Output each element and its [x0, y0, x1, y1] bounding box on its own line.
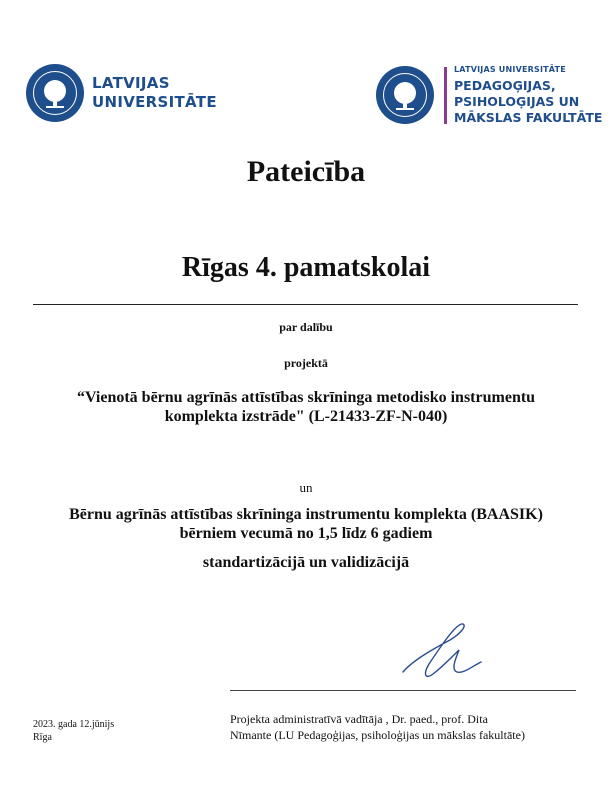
faculty-name-line2: PSIHOLOĢIJAS UN: [454, 94, 580, 109]
date-place: [33, 718, 114, 744]
issue-date: 2023. gada 12.jūnijs: [33, 719, 115, 730]
latvijas-universitate-logo: [26, 64, 226, 124]
faculty-name: [454, 78, 602, 126]
logo-text-line2: UNIVERSITĀTE: [92, 93, 217, 111]
participation-text: par dalību: [279, 320, 333, 334]
project-title-line2: komplekta izstrāde" (L-21433-ZF-N-040): [164, 408, 448, 425]
second-project-line3: standartizācijā un validizācijā: [202, 554, 410, 571]
logo-text-line1: LATVIJAS: [92, 74, 170, 92]
second-project: [0, 505, 612, 572]
university-seal-icon: [26, 64, 84, 122]
signer-info: [230, 711, 590, 743]
faculty-name-line3: MĀKSLAS FAKULTĀTE: [454, 110, 603, 125]
second-project-line2: bērniem vecumā no 1,5 līdz 6 gadiem: [179, 525, 433, 542]
faculty-accent-bar: [444, 67, 447, 124]
conjunction-text: un: [299, 480, 313, 495]
faculty-university-name: LATVIJAS UNIVERSITĀTE: [454, 65, 566, 74]
recipient-name: Rīgas 4. pamatskolai: [181, 252, 431, 283]
signer-line1: Projekta administratīvā vadītāja , Dr. paed., prof. Dita: [230, 712, 488, 726]
signature-line: [230, 690, 576, 691]
project-title: [0, 388, 612, 426]
faculty-name-line1: PEDAGOĢIJAS,: [454, 78, 556, 93]
certificate-title: Pateicība: [246, 155, 366, 188]
faculty-seal-icon: [376, 66, 434, 124]
issue-place: Rīga: [33, 732, 52, 743]
signer-line2: Nīmante (LU Pedagoģijas, psiholoģijas un mākslas fakultāte): [230, 728, 525, 742]
project-label: projektā: [284, 356, 328, 370]
recipient-underline: [33, 304, 578, 305]
project-title-line1: “Vienotā bērnu agrīnās attīstības skrīninga metodisko instrumentu: [76, 389, 536, 406]
signature-icon: [395, 620, 485, 682]
faculty-logo: [376, 64, 606, 132]
second-project-line1: Bērnu agrīnās attīstības skrīninga instrumentu komplekta (BAASIK): [69, 506, 543, 523]
